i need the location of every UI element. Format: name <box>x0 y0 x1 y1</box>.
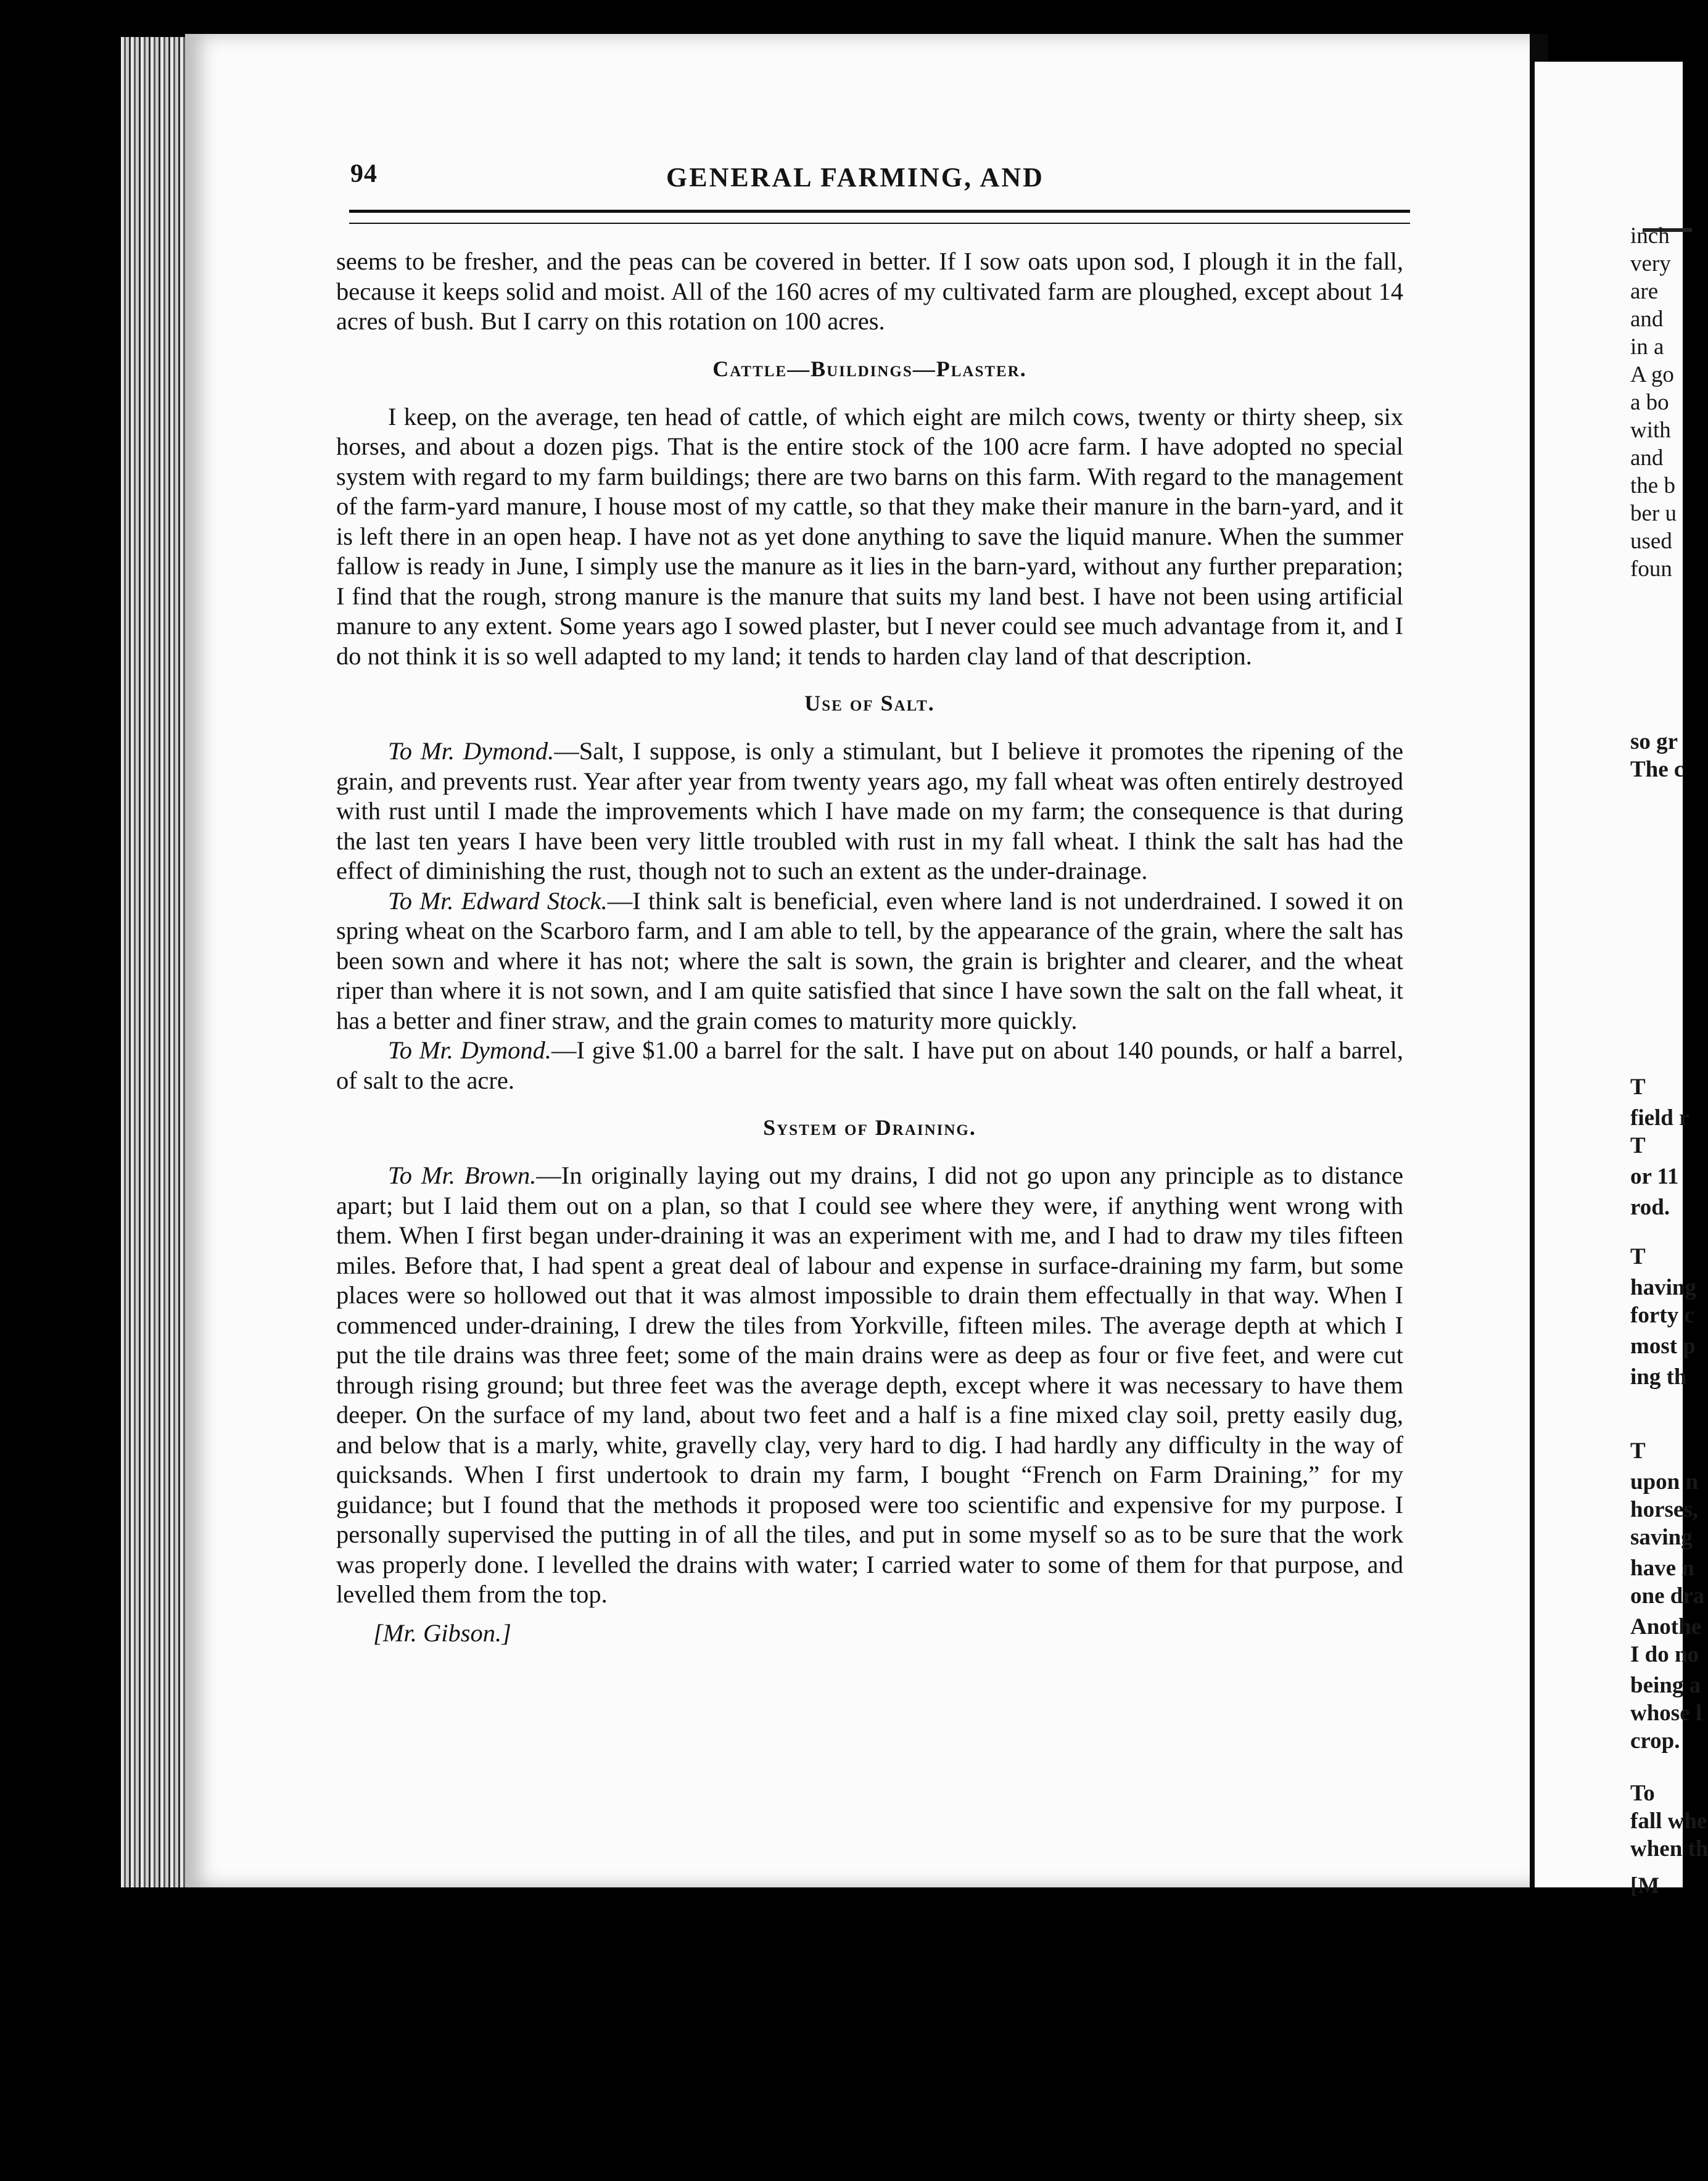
facing-page-word: rod. <box>1630 1195 1670 1220</box>
facing-page-word: are <box>1630 279 1659 304</box>
facing-page-word: and <box>1630 307 1664 332</box>
facing-page-word: field r <box>1630 1105 1689 1131</box>
facing-page-word: a bo <box>1630 390 1669 415</box>
facing-page-word: [M <box>1630 1873 1660 1899</box>
facing-page-word: fall whe <box>1630 1808 1707 1834</box>
facing-page-word: T <box>1630 1438 1646 1464</box>
speaker-name: To Mr. Dymond. <box>388 737 555 765</box>
facing-page-word: with <box>1630 418 1671 443</box>
facing-page-word: I do no <box>1630 1642 1699 1667</box>
speaker-name: To Mr. Dymond. <box>388 1036 552 1064</box>
facing-page-word: crop. <box>1630 1728 1680 1754</box>
answer-text: —Salt, I suppose, is only a stimulant, but I believe it promotes the ripening of the grain, and prevents rust. Year after year from twenty years ago, my fall wheat was often entirely destroyed with rust until I made the improvements which I have made on my farm; the consequence is that during the last ten years I have been very little troubled with rust in my fall wheat. I think the salt has had the effect of diminishing the rust, though not to such an extent as the under-drainage. <box>336 737 1403 884</box>
facing-page-word: T <box>1630 1133 1646 1158</box>
facing-page-word: forty c <box>1630 1303 1694 1328</box>
paragraph-salt-stock <box>336 886 1403 1036</box>
intro-paragraph: seems to be fresher, and the peas can be covered in better. If I sow oats upon sod, I plough it in the fall, because it keeps solid and moist. All of the 160 acres of my cultivated farm are ploughed, except about 14 acres of bush. But I carry on this rotation on 100 acres. <box>336 247 1403 335</box>
facing-page-word: T <box>1630 1074 1646 1100</box>
facing-page-fragment <box>1535 62 1708 1899</box>
page-body <box>336 247 1403 1648</box>
paragraph-draining-brown <box>336 1161 1403 1610</box>
facing-page-word: horses, <box>1630 1497 1698 1522</box>
facing-page-word: so gr <box>1630 729 1678 754</box>
facing-page-word: when th <box>1630 1836 1708 1861</box>
facing-page-word: T <box>1630 1244 1646 1269</box>
signature: [Mr. Gibson.] <box>373 1618 511 1647</box>
facing-page-word: most p <box>1630 1334 1696 1359</box>
section-heading-cattle: Cattle—Buildings—Plaster. <box>712 356 1027 381</box>
paragraph-cattle: I keep, on the average, ten head of cattle, of which eight are milch cows, twenty or thirty sheep, six horses, and about a dozen pigs. That is the entire stock of the 100 acre farm. I have adopted no special system with regard to my farm buildings; there are two barns on this farm. With regard to the management of the farm-yard manure, I house most of my cattle, so that they make their manure in the barn-yard, and it is left there in an open heap. I have not as yet done anything to save the liquid manure. When the summer fallow is ready in June, I simply use the manure as it lies in the barn-yard, without any further preparation; I find that the rough, strong manure is the manure that suits my land best. I have not been using artificial manure to any extent. Some years ago I sowed plaster, but I never could see much advantage from it, and I do not think it is so well adapted to my land; it tends to harden clay land of that description. <box>336 402 1403 670</box>
book-page-edges <box>121 37 189 1887</box>
facing-page-word: used <box>1630 529 1672 554</box>
section-heading-salt: Use of Salt. <box>804 691 935 715</box>
facing-page-word: whose l <box>1630 1701 1702 1726</box>
facing-page-word: being a <box>1630 1673 1701 1698</box>
facing-page-word: Anothe <box>1630 1614 1702 1639</box>
facing-page-word: foun <box>1630 556 1672 582</box>
speaker-name: To Mr. Edward Stock. <box>388 886 608 915</box>
facing-page-word: inch <box>1630 223 1670 249</box>
facing-page-word: upon n <box>1630 1469 1699 1495</box>
facing-page-word: having <box>1630 1275 1696 1300</box>
paragraph-salt-dymond-2 <box>336 1036 1403 1095</box>
facing-page-word: or 11 <box>1630 1164 1679 1189</box>
facing-page-word: the b <box>1630 473 1675 498</box>
facing-page-word: have n <box>1630 1556 1694 1581</box>
facing-page-word: A go <box>1630 362 1674 387</box>
facing-page-word: To <box>1630 1781 1655 1806</box>
facing-page-word: in a <box>1630 334 1664 360</box>
answer-text: —In originally laying out my drains, I did not go upon any principle as to distance apart; but I laid them out on a plan, so that I could see where they were, if anything went wrong with them. When I first began under-draining it was an experiment with me, and I had to draw my tiles fifteen miles. Before that, I had spent a great deal of labour and expense in surface-draining my farm, but some places were so hollowed out that it was almost impossible to drain them effectually in that way. When I commenced under-draining, I drew the tiles from Yorkville, fifteen miles. The average depth at which I put the tile drains was three feet; some of the main drains were as deep as four or five feet, and were cut through rising ground; but three feet was the average depth, except where it was necessary to have them deeper. On the surface of my land, about two feet and a half is a fine mixed clay soil, pretty easily dug, and below that is a marly, white, gravelly clay, very hard to dig. I had hardly any difficulty in the way of quicksands. When I first undertook to drain my farm, I bought “French on Farm Draining,” for my guidance; but I found that the methods it proposed were too scientific and expensive for my purpose. I personally supervised the putting in of all the tiles, and put in some myself so as to be sure that the work was properly done. I levelled the drains with water; I carried water to some of them for that purpose, and levelled them from the top. <box>336 1161 1404 1608</box>
running-head: GENERAL FARMING, AND <box>666 162 1044 192</box>
facing-page-word: one dra <box>1630 1583 1705 1609</box>
facing-page-word: very <box>1630 251 1671 276</box>
facing-page-word: ing th <box>1630 1364 1687 1390</box>
answer-text: —I give $1.00 a barrel for the salt. I have put on about 140 pounds, or half a barrel, of salt to the acre. <box>336 1036 1403 1094</box>
page-number: 94 <box>350 160 377 188</box>
header-rule <box>349 210 1410 224</box>
facing-page-word: saving <box>1630 1525 1693 1550</box>
paragraph-salt-dymond <box>336 736 1403 886</box>
section-heading-draining: System of Draining. <box>763 1115 976 1140</box>
facing-page-word: The c <box>1630 757 1685 782</box>
facing-page-word: ber u <box>1630 501 1677 526</box>
speaker-name: To Mr. Brown. <box>388 1161 537 1189</box>
facing-page-word: and <box>1630 445 1664 471</box>
answer-text: —I think salt is beneficial, even where land is not underdrained. I sowed it on spring wheat on the Scarboro farm, and I am able to tell, by the appearance of the grain, where the salt has been sown and where it has not; where the salt is sown, the grain is brighter and clearer, and the wheat riper than where it is not sown, and I am quite satisfied that since I have sown the salt on the fall wheat, it has a better and finer straw, and the grain comes to maturity more quickly. <box>336 886 1403 1034</box>
